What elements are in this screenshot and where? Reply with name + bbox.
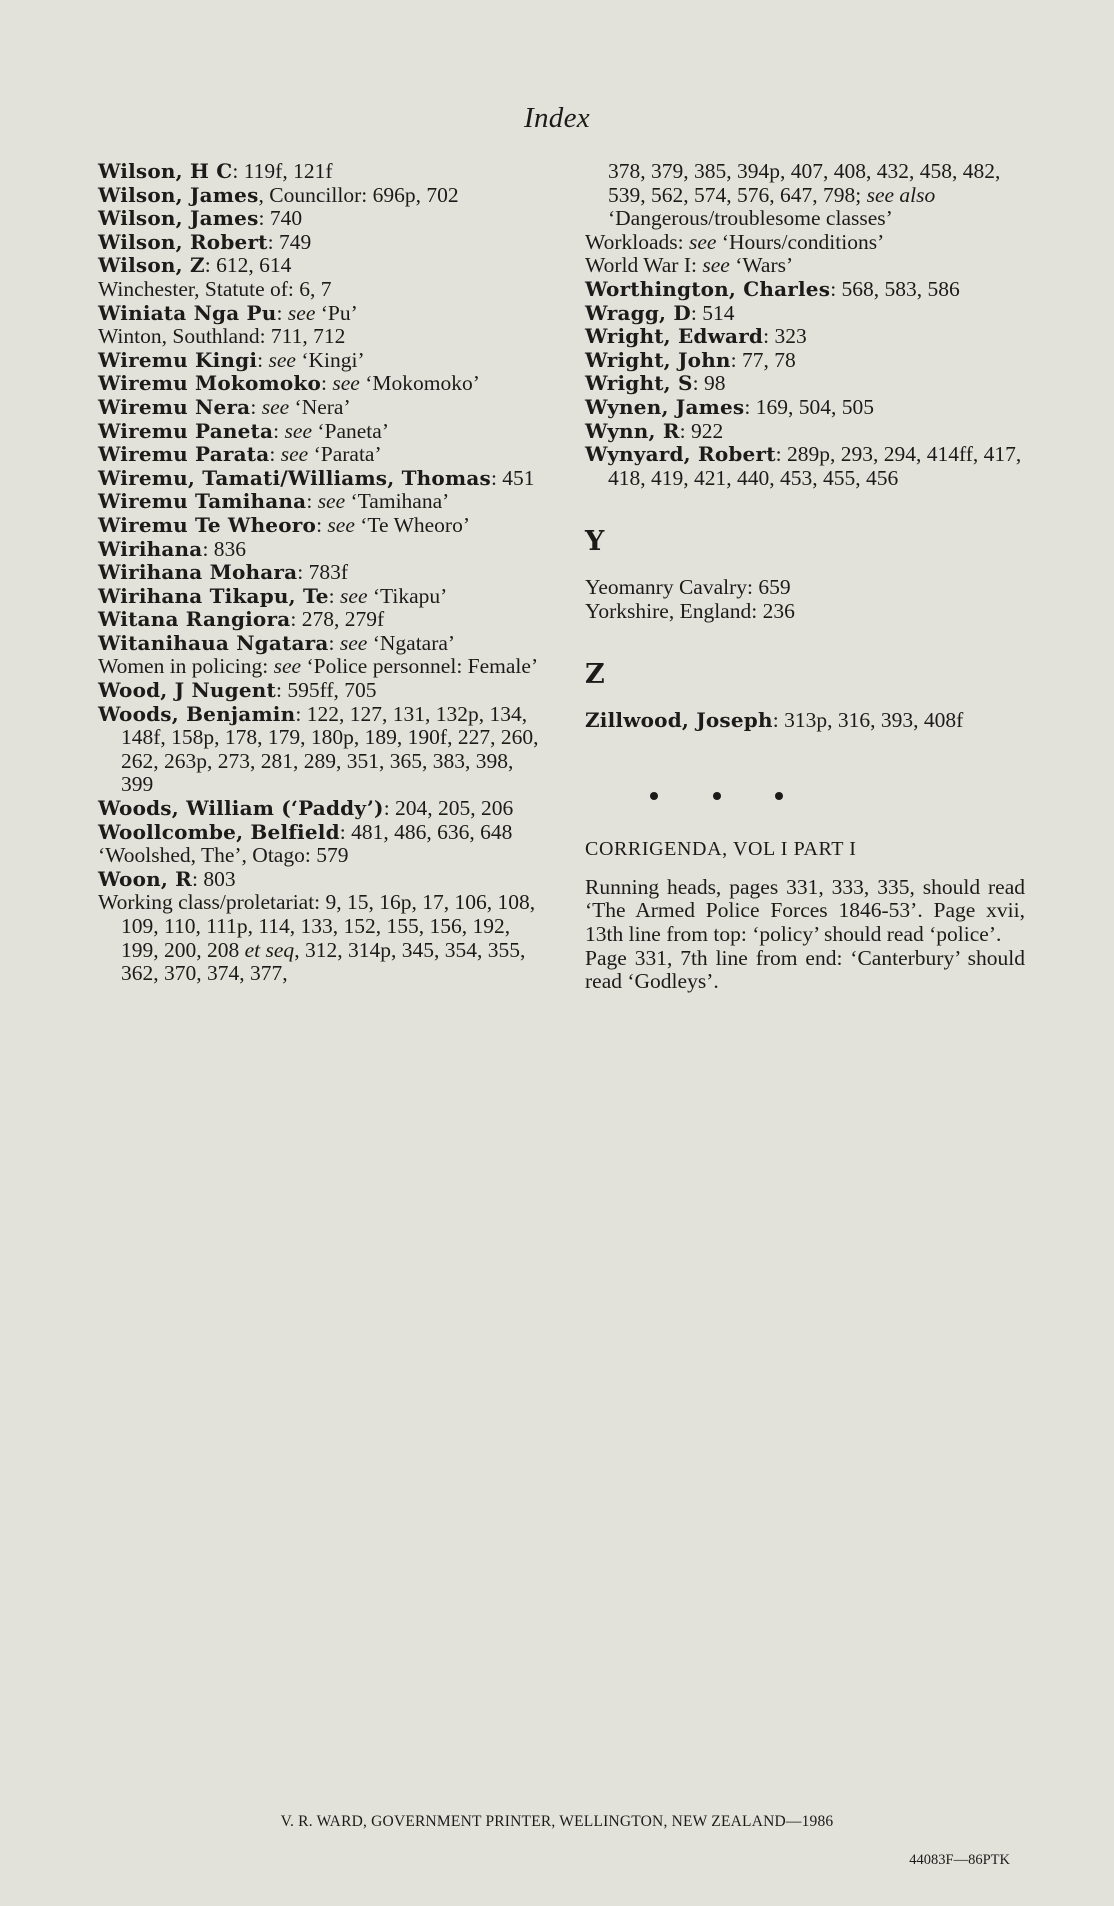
entry-reference: ‘Paneta’	[311, 418, 389, 443]
entry-locators: :	[328, 630, 340, 655]
entry-locators: : 289p, 293, 294, 414ff, 417, 418, 419, 421, 440, 453, 455, 456	[608, 442, 1022, 490]
entry-heading: Wynn, R	[585, 418, 680, 443]
entry-heading: Wilson, James	[98, 182, 259, 207]
entry-heading: Wragg, D	[585, 300, 691, 325]
index-entry	[98, 349, 550, 373]
entry-see-label: et seq	[244, 937, 295, 962]
index-entry	[585, 325, 1025, 349]
left-entry-list	[98, 160, 550, 986]
index-entry	[98, 467, 550, 491]
entry-locators: : 595ff, 705	[275, 678, 377, 703]
index-entry	[98, 372, 550, 396]
section-letter-y: Y	[585, 526, 605, 558]
entry-locators: : 922	[679, 418, 724, 443]
index-entry	[98, 608, 550, 632]
entry-heading: Wood, J Nugent	[98, 678, 276, 703]
entry-heading: Wirihana	[98, 536, 203, 561]
entry-locators: : 836	[202, 536, 247, 561]
entry-reference: ‘Mokomoko’	[359, 371, 480, 396]
entry-heading: Zillwood, Joseph	[585, 707, 773, 732]
entry-reference: , 312, 314p, 345, 354, 355, 362, 370, 374, 377,	[121, 937, 526, 986]
index-entry	[98, 821, 550, 845]
entry-heading: Wright, John	[585, 347, 731, 372]
entry-text: Yeomanry Cavalry: 659	[585, 574, 791, 599]
entry-heading: Wright, Edward	[585, 324, 764, 349]
entry-locators: : 749	[267, 229, 312, 254]
entry-locators: : 204, 205, 206	[383, 796, 514, 821]
entry-heading: Woods, Benjamin	[98, 701, 296, 726]
entry-reference: ‘Tikapu’	[367, 583, 448, 608]
corrigenda-heading: CORRIGENDA, VOL I PART I	[585, 838, 857, 861]
entry-text: ‘Woolshed, The’, Otago: 579	[98, 843, 349, 868]
entry-text: Working class/proletariat: 9, 15, 16p, 17, 106, 108, 109, 110, 111p, 114, 133, 152, 155, 156, 192, 199, 200, 208	[98, 890, 536, 962]
entry-locators: :	[250, 394, 262, 419]
entry-locators: : 169, 504, 505	[744, 394, 874, 419]
entry-reference: ‘Kingi’	[295, 347, 365, 372]
index-entry	[98, 868, 550, 892]
entry-see-label: see	[284, 418, 312, 443]
index-entry	[585, 372, 1025, 396]
entry-heading: Woon, R	[98, 866, 192, 891]
index-entry	[98, 585, 550, 609]
entry-see-label: see	[340, 583, 368, 608]
index-entry	[98, 844, 550, 868]
index-entry	[98, 490, 550, 514]
index-entry	[98, 254, 550, 278]
index-column-right	[585, 160, 1025, 994]
entry-reference: ‘Police personnel: Female’	[301, 654, 539, 679]
z-entry-list	[585, 709, 1025, 733]
entry-locators: :	[257, 347, 269, 372]
entry-see-label: see	[280, 442, 309, 467]
entry-reference: ‘Ngatara’	[367, 630, 456, 655]
entry-heading: Wiremu Paneta	[98, 418, 274, 443]
y-entry-list	[585, 576, 1025, 623]
entry-text: Workloads:	[585, 229, 689, 254]
entry-heading: Wiremu Te Wheoro	[98, 512, 317, 537]
entry-reference: ‘Wars’	[729, 253, 794, 278]
index-entry	[98, 561, 550, 585]
entry-heading: Wright, S	[585, 371, 693, 396]
index-entry	[98, 797, 550, 821]
index-entry	[585, 709, 1025, 733]
entry-see-label: see	[702, 253, 730, 278]
entry-locators: :	[269, 442, 281, 467]
index-entry	[98, 679, 550, 703]
index-entry	[98, 703, 550, 797]
index-entry	[98, 420, 550, 444]
entry-text: Women in policing:	[98, 654, 274, 679]
index-entry	[585, 576, 1025, 600]
index-column-left	[98, 160, 550, 986]
index-entry	[585, 443, 1025, 490]
entry-see-label: see	[339, 630, 368, 655]
entry-locators: : 98	[692, 371, 726, 396]
dot-icon	[650, 792, 658, 800]
entry-see-label: see	[287, 300, 316, 325]
entry-heading: Wynen, James	[585, 394, 745, 419]
entry-locators: :	[316, 512, 328, 537]
entry-see-label: see	[327, 512, 355, 537]
index-entry	[585, 600, 1025, 624]
entry-locators: : 451	[490, 465, 535, 490]
entry-locators: : 278, 279f	[290, 607, 385, 632]
index-entry	[98, 891, 550, 985]
entry-heading: Wiremu Kingi	[98, 347, 258, 372]
entry-see-label: see	[273, 654, 302, 679]
entry-locators: : 313p, 316, 393, 408f	[772, 707, 964, 732]
entry-reference: ‘Tamihana’	[345, 489, 450, 514]
entry-locators: : 122, 127, 131, 132p, 134, 148f, 158p, 178, 179, 180p, 189, 190f, 227, 260, 262, 263p, 273, 281, 289, 351, 365, 383, 398, 399	[121, 701, 539, 797]
printer-imprint: V. R. WARD, GOVERNMENT PRINTER, WELLINGTON, NEW ZEALAND—1986	[280, 1813, 834, 1830]
entry-see-label: see	[332, 371, 360, 396]
entry-reference: ‘Nera’	[289, 394, 351, 419]
entry-locators: : 119f, 121f	[232, 159, 333, 183]
entry-heading: Wilson, James	[98, 206, 259, 231]
index-entry	[585, 302, 1025, 326]
index-entry	[98, 538, 550, 562]
entry-heading: Wiremu Mokomoko	[98, 371, 322, 396]
entry-heading: Witana Rangiora	[98, 607, 291, 632]
entry-heading: Wirihana Mohara	[98, 560, 298, 585]
entry-reference: ‘Parata’	[308, 442, 382, 467]
continuation-ref: ‘Dangerous/troublesome classes’	[608, 206, 893, 231]
index-entry	[585, 278, 1025, 302]
entry-heading: Worthington, Charles	[585, 276, 831, 301]
entry-locators: , Councillor: 696p, 702	[258, 182, 459, 207]
entry-heading: Wiremu Parata	[98, 442, 270, 467]
index-entry	[585, 420, 1025, 444]
entry-locators: : 323	[763, 324, 807, 349]
entry-text: Winchester, Statute of: 6, 7	[98, 276, 332, 301]
section-letter-z: Z	[585, 659, 605, 691]
index-entry	[98, 443, 550, 467]
entry-heading: Woods, William (‘Paddy’)	[98, 796, 384, 821]
dot-icon	[713, 792, 721, 800]
index-entry	[98, 302, 550, 326]
entry-locators: : 740	[258, 206, 303, 231]
continuation-entry	[585, 160, 1025, 231]
index-entry	[585, 349, 1025, 373]
entry-heading: Winiata Nga Pu	[98, 300, 277, 325]
entry-heading: Wynyard, Robert	[585, 442, 776, 467]
index-entry	[98, 655, 550, 679]
entry-see-label: see	[317, 489, 346, 514]
entry-heading: Woollcombe, Belfield	[98, 819, 340, 844]
index-entry	[98, 325, 550, 349]
index-entry	[98, 514, 550, 538]
entry-heading: Wiremu Tamihana	[98, 489, 307, 514]
corrigenda-paragraph-2: Page 331, 7th line from end: ‘Canterbury’ should read ‘Godleys’.	[585, 945, 1025, 994]
index-entry	[585, 396, 1025, 420]
continuation-text: 378, 379, 385, 394p, 407, 408, 432, 458, 482, 539, 562, 574, 576, 647, 798;	[608, 159, 1001, 207]
index-entry	[98, 160, 550, 184]
entry-locators: : 481, 486, 636, 648	[339, 819, 513, 844]
entry-heading: Wirihana Tikapu, Te	[98, 583, 329, 608]
entry-text: Yorkshire, England: 236	[585, 598, 795, 623]
see-also-label: see also	[866, 182, 936, 207]
entry-see-label: see	[268, 347, 296, 372]
index-entry	[98, 632, 550, 656]
right-entry-list	[585, 231, 1025, 491]
entry-locators: :	[273, 418, 285, 443]
index-entry	[585, 231, 1025, 255]
entry-heading: Wiremu Nera	[98, 394, 251, 419]
index-entry	[98, 207, 550, 231]
entry-locators: : 612, 614	[204, 253, 292, 278]
entry-text: Winton, Southland: 711, 712	[98, 324, 346, 349]
entry-locators: :	[328, 583, 341, 608]
entry-locators: :	[276, 300, 288, 325]
entry-locators: : 568, 583, 586	[830, 276, 960, 301]
entry-heading: Witanihaua Ngatara	[98, 630, 329, 655]
entry-locators: : 783f	[297, 560, 349, 585]
entry-heading: Wilson, H C	[98, 159, 233, 183]
entry-heading: Wilson, Z	[98, 253, 205, 278]
print-code: 44083F—86PTK	[909, 1852, 1010, 1868]
entry-text: World War I:	[585, 253, 703, 278]
entry-locators: : 803	[192, 866, 236, 891]
entry-see-label: see	[688, 229, 717, 254]
index-entry	[98, 184, 550, 208]
entry-locators: : 514	[690, 300, 735, 325]
entry-see-label: see	[261, 394, 290, 419]
corrigenda-paragraph-1: Running heads, pages 331, 333, 335, should read ‘The Armed Police Forces 1846-53’. Page xvii, 13th line from top: ‘policy’ should read ‘police’.	[585, 874, 1025, 947]
index-entry	[98, 396, 550, 420]
page-title: Index	[524, 102, 590, 134]
entry-reference: ‘Te Wheoro’	[354, 512, 470, 537]
entry-reference: ‘Hours/conditions’	[716, 229, 885, 254]
entry-locators: :	[306, 489, 318, 514]
index-entry	[585, 254, 1025, 278]
entry-heading: Wiremu, Tamati/Williams, Thomas	[98, 465, 491, 490]
entry-heading: Wilson, Robert	[98, 229, 268, 254]
index-entry	[98, 231, 550, 255]
entry-reference: ‘Pu’	[315, 300, 358, 325]
index-entry	[98, 278, 550, 302]
dot-icon	[775, 792, 783, 800]
separator-dots	[585, 784, 1025, 808]
entry-locators: : 77, 78	[730, 347, 796, 372]
entry-locators: :	[321, 371, 333, 396]
